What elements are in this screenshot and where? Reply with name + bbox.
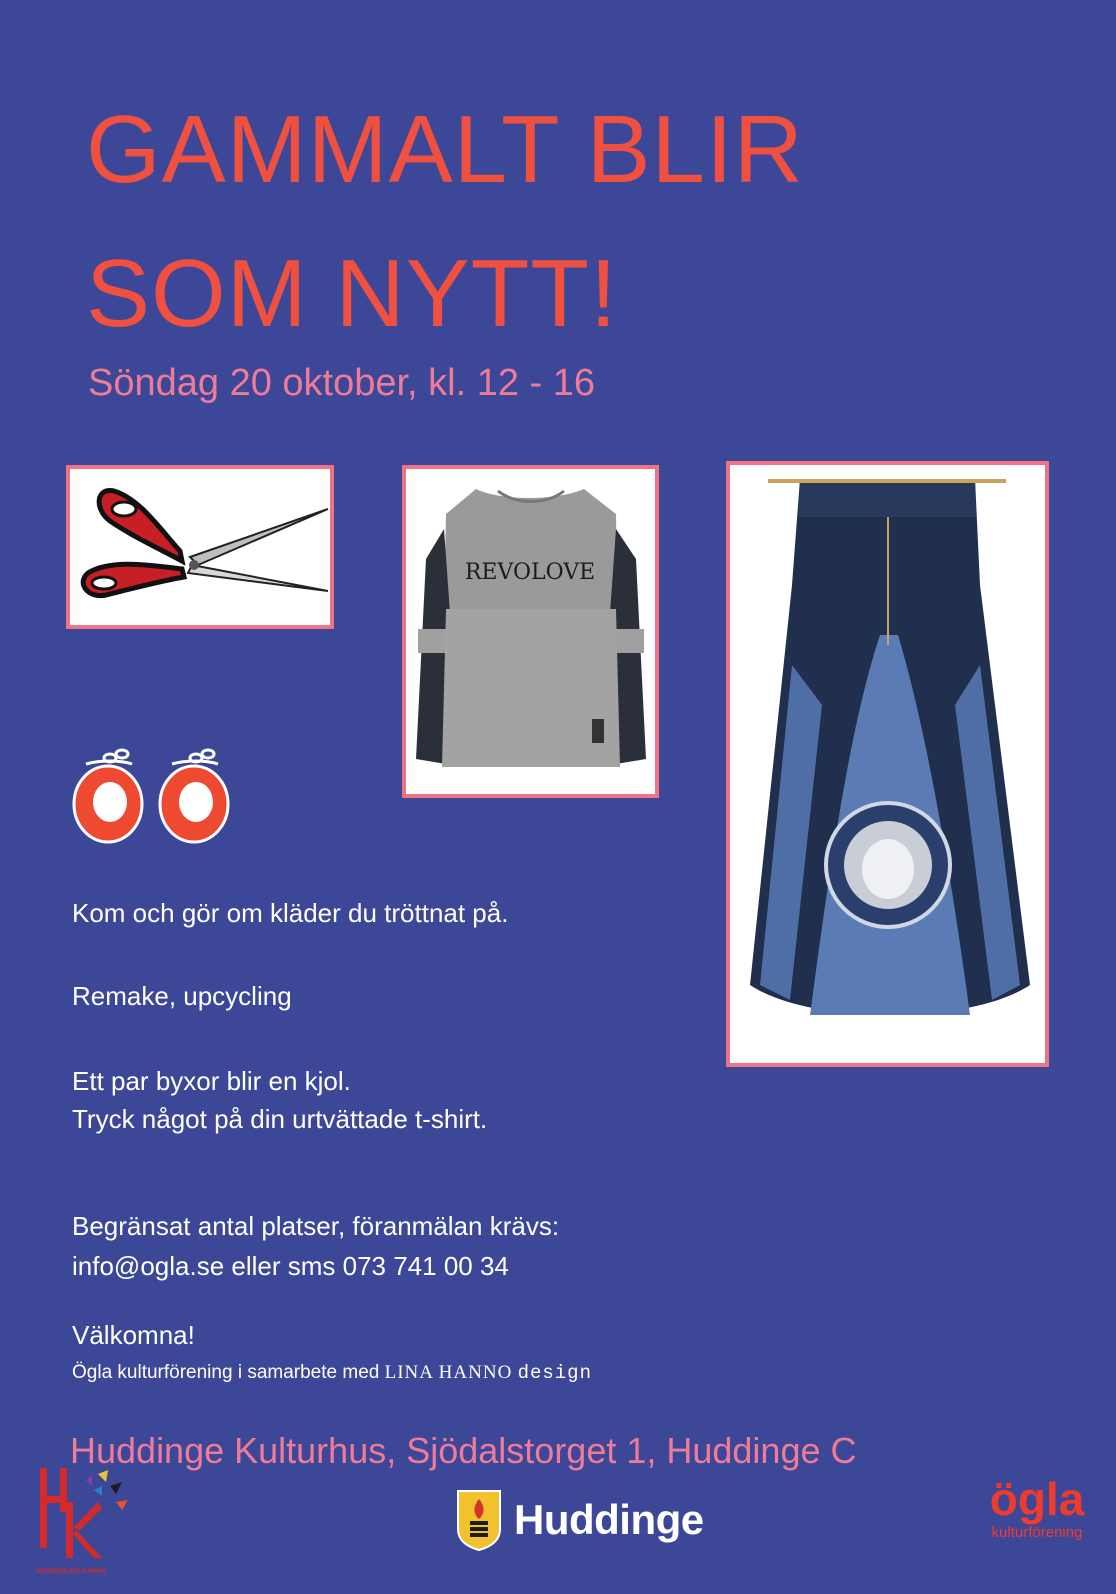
registration-info: Begränsat antal platser, föranmälan krävs:: [72, 1211, 560, 1241]
eyes-graphic: [70, 740, 235, 850]
kulturhus-caption: HUDDINGE KULTURHUS: [36, 1569, 107, 1575]
ogla-subtitle: kulturförening: [991, 1524, 1083, 1541]
huddinge-logo: [456, 1480, 704, 1560]
credit-suffix: design: [517, 1362, 592, 1384]
tshirt-icon: [406, 469, 655, 794]
credit-brand: LINA HANNO: [384, 1362, 513, 1383]
huddinge-kulturhus-logo: [36, 1462, 136, 1582]
description-p2: Remake, upcycling: [72, 981, 292, 1011]
denim-skirt-icon: [730, 465, 1045, 1063]
welcome-text: Välkomna!: [72, 1320, 195, 1350]
huddinge-wordmark: Huddinge: [514, 1496, 704, 1543]
contact-info: info@ogla.se eller sms 073 741 00 34: [72, 1251, 509, 1281]
scissors-photo: [66, 465, 334, 629]
skirt-photo: [726, 461, 1049, 1067]
description-p3a: Ett par byxor blir en kjol.: [72, 1066, 351, 1096]
credit-line: [72, 1362, 592, 1384]
scissors-icon: [70, 469, 330, 625]
credit-prefix: Ögla kulturförening i samarbete med: [72, 1362, 380, 1383]
huddinge-crest-icon: [456, 1489, 502, 1551]
tshirt-print-text: REVOLOVE: [464, 560, 596, 585]
tshirt-photo: [402, 465, 659, 798]
description-p3b: Tryck något på din urtvättade t-shirt.: [72, 1104, 488, 1134]
venue-address: Huddinge Kulturhus, Sjödalstorget 1, Huddinge C: [70, 1430, 857, 1471]
kulturhus-logo-icon: [36, 1462, 136, 1562]
title-line-2: SOM NYTT!: [86, 240, 618, 347]
event-date: Söndag 20 oktober, kl. 12 - 16: [88, 362, 596, 404]
title-line-1: GAMMALT BLIR: [86, 96, 804, 203]
description-p1: Kom och gör om kläder du tröttnat på.: [72, 898, 509, 928]
ogla-wordmark: ögla: [989, 1473, 1085, 1525]
googly-eyes-icon: [70, 740, 235, 845]
poster-title: [86, 96, 804, 347]
ogla-logo: [972, 1474, 1102, 1542]
